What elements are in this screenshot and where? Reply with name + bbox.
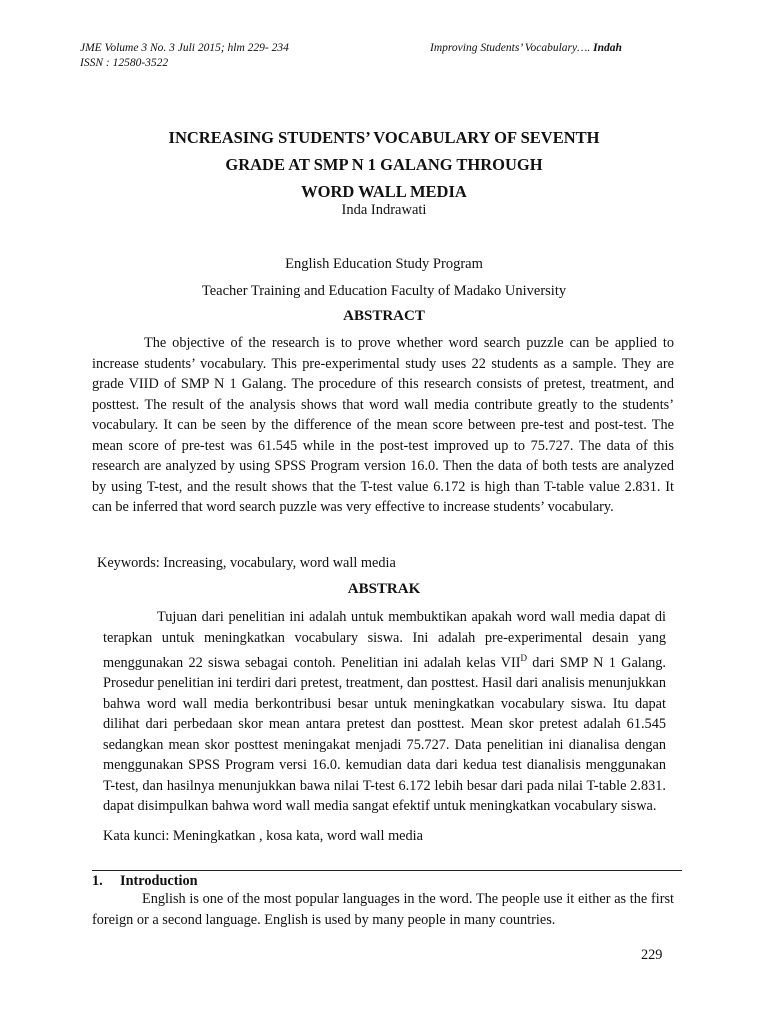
title-line-3: WORD WALL MEDIA [301,182,467,201]
abstract-heading: ABSTRACT [343,308,425,324]
abstrak-body [103,607,666,817]
abstrak-body-part-2: dari SMP N 1 Galang. Prosedur penelitian ini terdiri dari pretest, treatment, dan posttest. Hasil dari analisis menunjukkan bahwa word wall media berkontribusi besar untuk meningkatkan vocabulary siswa. Itu dapat dilihat dari perbedaan skor mean antara pretest dan posttest. Mean skor pretest adalah 61.545 sedangkan mean skor posttest meningakat menjadi 75.727. Data penelitian ini dianalisa dengan menggunakan SPSS Program versi 16.0. kemudian data dari kedua test dianalisis menggunakan T-test, dan hasilnya menunjukkan bawa nilai T-test 6.172 lebih besar dari pada nilai T-table 2.831. dapat disimpulkan bahwa word wall media sangat efektif untuk meningkatkan vocabulary siswa. [103,654,666,815]
abstract-keywords: Keywords: Increasing, vocabulary, word wall media [97,555,396,571]
running-header-left [80,41,289,71]
affiliation-program: English Education Study Program [285,256,483,272]
class-superscript: D [520,653,528,663]
section-title: Introduction [120,873,198,889]
abstrak-body-part-1: Tujuan dari penelitian ini adalah untuk membuktikan apakah word wall media dapat di terapkan untuk meningkatkan vocabulary siswa. Ini adalah pre-experimental desain yang menggunakan 22 siswa sebagai contoh. Penelitian ini adalah kelas VII [103,609,666,671]
author-name: Inda Indrawati [341,202,427,218]
abstrak-heading: ABSTRAK [347,581,421,597]
section-divider [92,870,682,871]
running-title: Improving Students’ Vocabulary…. [430,42,591,54]
running-header-right [430,41,622,56]
affiliation-faculty: Teacher Training and Education Faculty of Madako University [201,283,567,299]
abstract-body: The objective of the research is to prove whether word search puzzle can be applied to increase students’ vocabulary. This pre-experimental study uses 22 students as a sample. They are grade VIID of SMP N 1 Galang. The procedure of this research consists of pretest, treatment, and posttest. The result of the analysis shows that word wall media contribute greatly to the students’ vocabulary. It can be seen by the difference of the mean score between pre-test and post-test. The mean score of pre-test was 61.545 while in the post-test improved up to 75.727. The data of this research are analyzed by using SPSS Program version 16.0. Then the data of both tests are analyzed by using T-test, and the result shows that the T-test value 6.172 is high than T-table value 2.831. It can be inferred that word search puzzle was very effective to increase students’ vocabulary. [92,335,674,515]
abstrak-keywords: Kata kunci: Meningkatkan , kosa kata, word wall media [103,828,423,844]
running-author: Indah [593,42,622,54]
section-heading [92,873,198,890]
title-line-2: GRADE AT SMP N 1 GALANG THROUGH [225,155,543,174]
section-number: 1. [92,873,103,889]
issn: ISSN : 12580-3522 [80,57,169,69]
page-number: 229 [641,947,663,963]
introduction-body: English is one of the most popular languages in the word. The people use it either as the first foreign or a second language. English is used by many people in many countries. [92,891,674,928]
paper-title [60,124,708,205]
title-line-1: INCREASING STUDENTS’ VOCABULARY OF SEVENTH [168,128,600,147]
journal-info: JME Volume 3 No. 3 Juli 2015; hlm 229- 234 [80,42,289,54]
